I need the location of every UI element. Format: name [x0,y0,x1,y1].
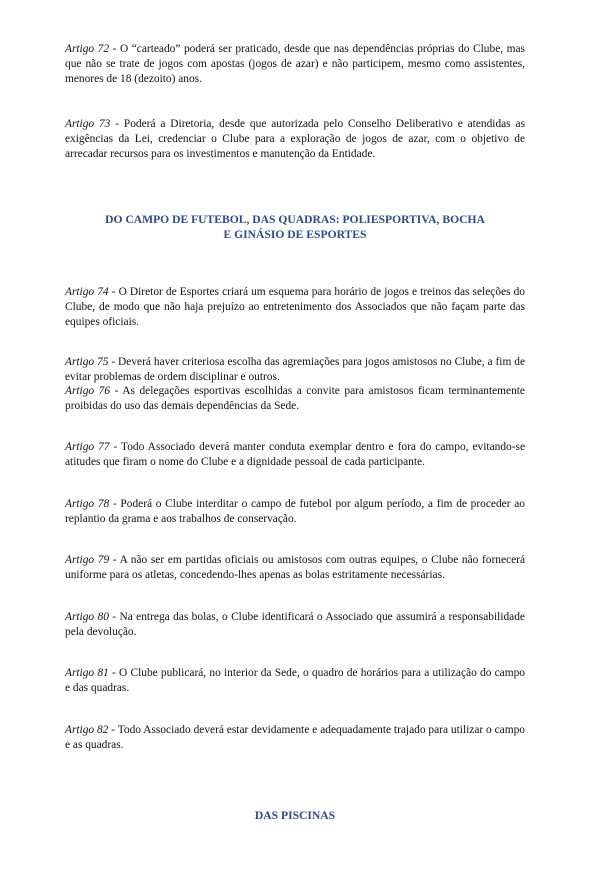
article-text: - Poderá o Clube interditar o campo de futebol por algum período, a fim de proceder ao replantio da grama e aos trabalhos de conservação. [65,498,525,525]
heading-line-1: DO CAMPO DE FUTEBOL, DAS QUADRAS: POLIESPORTIVA, BOCHA [105,213,485,226]
article-79 [65,553,525,583]
article-82 [65,723,525,753]
article-label: Artigo 77 [65,441,110,453]
article-text: - Na entrega das bolas, o Clube identificará o Associado que assumirá a responsabilidade pela devolução. [65,611,525,638]
article-label: Artigo 75 [65,356,109,368]
article-label: Artigo 76 [65,385,111,397]
article-text: - Poderá a Diretoria, desde que autorizada pelo Conselho Deliberativo e atendidas as exigências da Lei, credenciar o Clube para a exploração de jogos de azar, com o objetivo de arrecadar recursos para os investimentos e manutenção da Entidade. [65,118,525,160]
article-label: Artigo 72 [65,43,110,55]
article-text: - O Clube publicará, no interior da Sede, o quadro de horários para a utilização do campo e das quadras. [65,667,525,694]
article-75 [65,355,525,385]
article-73 [65,117,525,162]
article-text: - Deverá haver criteriosa escolha das agremiações para jogos amistosos no Clube, a fim de evitar problemas de ordem disciplinar e outros. [65,356,525,383]
article-81 [65,666,525,696]
heading-line-2: E GINÁSIO DE ESPORTES [223,228,367,241]
article-74 [65,285,525,330]
section-heading-piscinas: DAS PISCINAS [254,809,336,822]
article-78 [65,497,525,527]
article-label: Artigo 82 [65,724,109,736]
article-label: Artigo 78 [65,498,110,510]
article-72 [65,42,525,87]
article-76 [65,384,525,414]
article-text: - Todo Associado deverá estar devidamente e adequadamente trajado para utilizar o campo e as quadras. [65,724,525,751]
article-label: Artigo 80 [65,611,109,623]
article-text: - Todo Associado deverá manter conduta exemplar dentro e fora do campo, evitando-se atitudes que firam o nome do Clube e a dignidade pessoal de cada participante. [65,441,525,468]
article-80 [65,610,525,640]
article-label: Artigo 74 [65,286,109,298]
article-text: - O “carteado” poderá ser praticado, desde que nas dependências próprias do Clube, mas que não se trate de jogos com apostas (jogos de azar) e não participem, mesmo como assistentes, menores de 18 (dezoito) anos. [65,43,525,85]
article-text: - A não ser em partidas oficiais ou amistosos com outras equipes, o Clube não fornecerá uniforme para os atletas, concedendo-lhes apenas as bolas estritamente necessárias. [65,554,525,581]
article-77 [65,440,525,470]
section-heading-futebol [65,212,525,242]
article-text: - As delegações esportivas escolhidas a convite para amistosos ficam terminantemente proibidas do uso das demais dependências da Sede. [65,385,525,412]
article-text: - O Diretor de Esportes criará um esquema para horário de jogos e treinos das seleções do Clube, de modo que não haja prejuízo ao entretenimento dos Associados que não façam parte das equipes oficiais. [65,286,525,328]
article-label: Artigo 81 [65,667,109,679]
article-label: Artigo 73 [65,118,111,130]
article-label: Artigo 79 [65,554,110,566]
